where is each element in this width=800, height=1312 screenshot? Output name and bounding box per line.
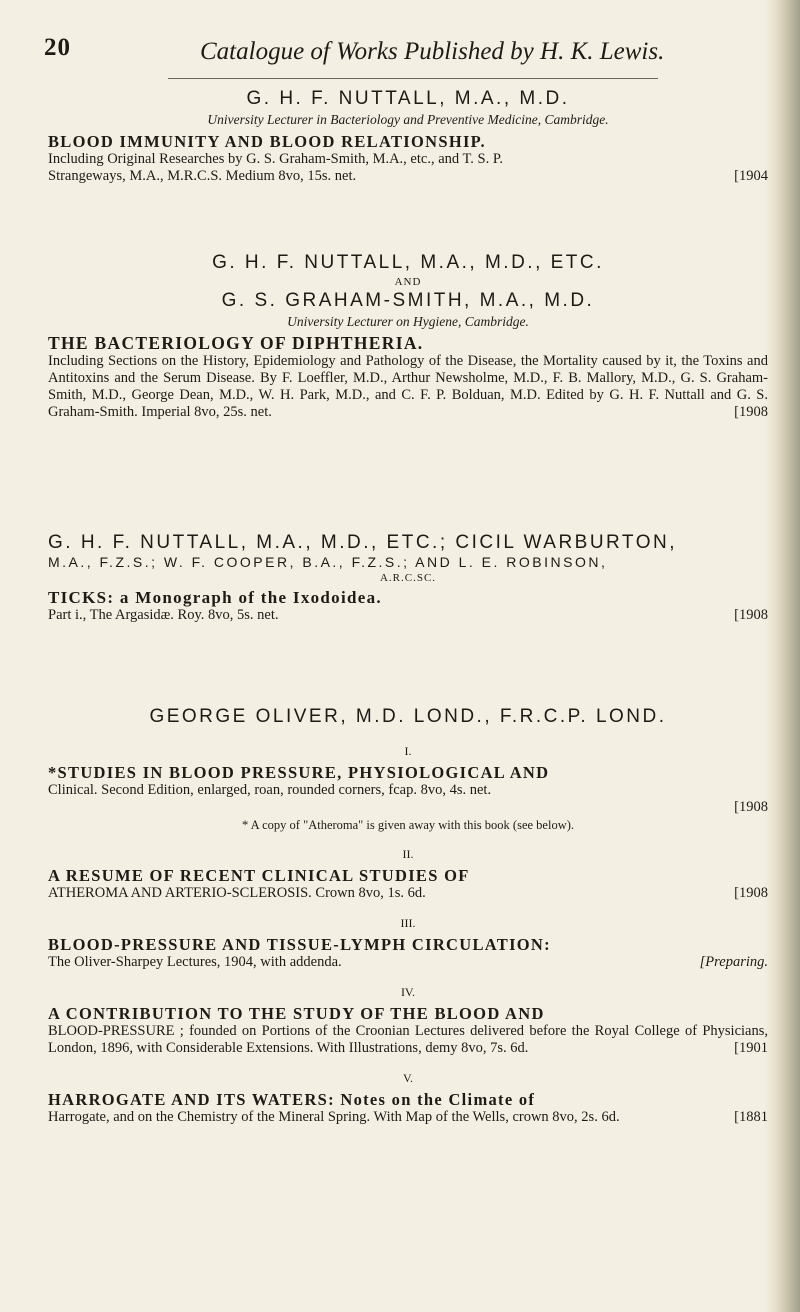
publication-year: [1881 bbox=[734, 1109, 768, 1125]
work-numeral: IV. bbox=[400, 985, 416, 999]
page-edge-shadow bbox=[764, 0, 800, 1312]
publication-year: [1908 bbox=[734, 404, 768, 420]
page-header bbox=[44, 34, 768, 74]
publication-year: [1901 bbox=[734, 1040, 768, 1056]
book-description bbox=[48, 954, 768, 971]
book-description bbox=[48, 885, 768, 902]
publication-year: [1908 bbox=[734, 799, 768, 815]
description-text: Part i., The Argasidæ. Roy. 8vo, 5s. net. bbox=[48, 607, 279, 623]
author-affiliation: University Lecturer on Hygiene, Cambridge. bbox=[287, 314, 529, 329]
book-title: A RESUME OF RECENT CLINICAL STUDIES OF bbox=[48, 866, 470, 885]
description-text: Strangeways, M.A., M.R.C.S. Medium 8vo, 15s. net. bbox=[48, 168, 357, 184]
description-text: BLOOD-PRESSURE ; founded on Portions of the Croonian Lectures delivered before the Royal College of Physicians, London, 1896, with Considerable Extensions. With Illustrations, demy 8vo, 7s. 6d. bbox=[48, 1023, 768, 1056]
author-heading: GEORGE OLIVER, M.D. LOND., F.R.C.P. LOND. bbox=[149, 706, 667, 727]
book-title: TICKS: a Monograph of the Ixodoidea. bbox=[48, 588, 382, 607]
work-numeral: I. bbox=[404, 744, 412, 758]
catalogue-entry-diphtheria bbox=[48, 252, 768, 421]
work-item bbox=[48, 744, 768, 833]
author-heading: A.R.C.SC. bbox=[379, 572, 437, 584]
description-text: Clinical. Second Edition, enlarged, roan, rounded corners, fcap. 8vo, 4s. net. bbox=[48, 782, 492, 798]
description-text: Including Sections on the History, Epidemiology and Pathology of the Disease, the Mortality caused by it, the Toxins and Antitoxins and the Serum Disease. By F. Loeffler, M.D., Arthur Newsholme, M.D., F. B. Mallory, M.D., G. S. Graham-Smith, M.D., George Dean, M.D., W. H. Park, M.D., and C. F. P. Bolduan, M.D. Edited by G. H. F. Nuttall and G. S. Graham-Smith. Imperial 8vo, 25s. net. bbox=[48, 353, 768, 420]
work-numeral: II. bbox=[402, 847, 414, 861]
page-number: 20 bbox=[44, 34, 71, 61]
running-title: Catalogue of Works Published by H. K. Lewis. bbox=[200, 38, 665, 65]
publication-year: [1904 bbox=[734, 168, 768, 184]
work-item bbox=[48, 847, 768, 902]
book-description bbox=[48, 782, 768, 816]
author-heading: G. S. GRAHAM-SMITH, M.A., M.D. bbox=[221, 290, 595, 311]
book-title: HARROGATE AND ITS WATERS: Notes on the Climate of bbox=[48, 1090, 536, 1109]
description-line: Including Original Researches by G. S. Graham-Smith, M.A., etc., and T. S. P. bbox=[48, 151, 503, 167]
book-title: THE BACTERIOLOGY OF DIPHTHERIA. bbox=[48, 333, 424, 353]
catalogue-entry-oliver bbox=[48, 706, 768, 1126]
author-heading: G. H. F. NUTTALL, M.A., M.D., ETC.; CICIL WARBURTON, bbox=[48, 532, 677, 553]
description-text: ATHEROMA AND ARTERIO-SCLEROSIS. Crown 8vo, 1s. 6d. bbox=[48, 885, 426, 901]
description-text: The Oliver-Sharpey Lectures, 1904, with addenda. bbox=[48, 954, 342, 970]
header-rule bbox=[168, 78, 658, 79]
book-description bbox=[48, 1023, 768, 1057]
author-affiliation: University Lecturer in Bacteriology and Preventive Medicine, Cambridge. bbox=[207, 112, 609, 127]
work-item bbox=[48, 916, 768, 971]
work-numeral: V. bbox=[402, 1071, 414, 1085]
book-title: A CONTRIBUTION TO THE STUDY OF THE BLOOD AND bbox=[48, 1004, 545, 1023]
conjunction: AND bbox=[394, 276, 422, 288]
catalogue-page bbox=[44, 0, 768, 1312]
book-description bbox=[48, 151, 768, 185]
book-description bbox=[48, 353, 768, 421]
author-heading: G. H. F. NUTTALL, M.A., M.D., ETC. bbox=[212, 252, 604, 273]
footnote: * A copy of "Atheroma" is given away with this book (see below). bbox=[241, 818, 575, 832]
work-item bbox=[48, 1071, 768, 1126]
author-heading: M.A., F.Z.S.; W. F. COOPER, B.A., F.Z.S.; AND L. E. ROBINSON, bbox=[48, 554, 608, 570]
publication-year: [Preparing. bbox=[699, 954, 768, 970]
book-description bbox=[48, 1109, 768, 1126]
publication-year: [1908 bbox=[734, 885, 768, 901]
work-item bbox=[48, 985, 768, 1057]
book-title: BLOOD-PRESSURE AND TISSUE-LYMPH CIRCULATION: bbox=[48, 935, 551, 954]
author-heading: G. H. F. NUTTALL, M.A., M.D. bbox=[246, 88, 570, 109]
catalogue-entry-nuttall-immunity bbox=[48, 88, 768, 185]
work-numeral: III. bbox=[400, 916, 416, 930]
book-description bbox=[48, 607, 768, 624]
book-title: BLOOD IMMUNITY AND BLOOD RELATIONSHIP. bbox=[48, 132, 486, 151]
publication-year: [1908 bbox=[734, 607, 768, 623]
description-line bbox=[48, 168, 768, 185]
book-title: *STUDIES IN BLOOD PRESSURE, PHYSIOLOGICAL AND bbox=[48, 763, 550, 782]
description-text: Harrogate, and on the Chemistry of the Mineral Spring. With Map of the Wells, crown 8vo, 2s. 6d. bbox=[48, 1109, 620, 1125]
catalogue-entry-ticks bbox=[48, 532, 768, 624]
